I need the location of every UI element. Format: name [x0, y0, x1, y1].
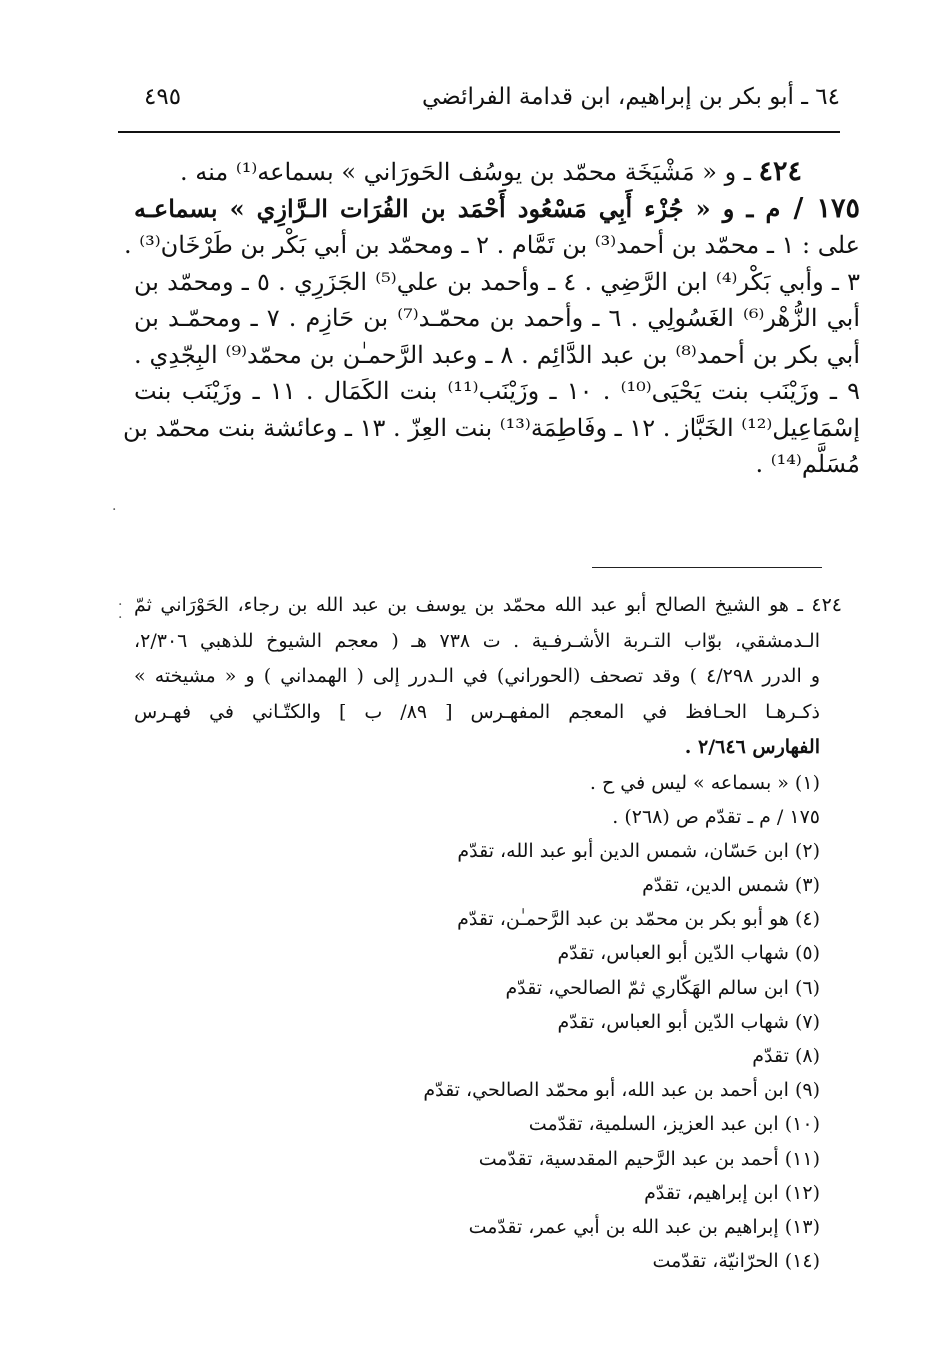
- text-line: إسْمَاعِيل⁽¹²⁾ الخَبَّاز . ١٢ ـ وفَاطِمَة⁽¹³⁾ بنت العِزّ . ١٣ ـ وعائشة بنت محمّد بن: [122, 413, 860, 442]
- note-424-line: و الدرر ٤/٢٩٨ ) وقد تصحف (الحوراني) في الـدرر إلى ( الهمداني ) و « مشيخته »: [134, 665, 820, 687]
- footnote-item: (٧) شهاب الدّين أبو العباس، تقدّم: [557, 1010, 820, 1033]
- margin-mark: ·: [118, 597, 123, 613]
- text-line: أبي الزُّهْر⁽⁶⁾ الغَسُولِي . ٦ ـ وأحمد بن محمّـد⁽⁷⁾ بن حَازِم . ٧ ـ ومحمّـد بن: [134, 304, 861, 332]
- footnote-item: (١) « بسماعه » ليس في ح .: [589, 771, 820, 794]
- footnote-item: (٣) شمس الدين، تقدّم: [642, 874, 820, 897]
- entry-175-line: [134, 191, 860, 228]
- margin-mark: ·: [112, 502, 117, 518]
- chapter-title: ٦٤ ـ أبو بكر بن إبراهيم، ابن قدامة الفرائضي: [421, 84, 840, 110]
- text-line: أبي بكر بن أحمد⁽⁸⁾ بن عبد الدَّائِم . ٨ ـ وعبد الرَّحمـٰن بن محمّد⁽⁹⁾ البِجّدِي .: [134, 340, 860, 369]
- entry-text: ـ و « مَشْيَخَة محمّد بن يوسُف الحَورَاني » بسماعه⁽¹⁾ منه .: [179, 158, 759, 186]
- footnote-item: (١٠) ابن عبد العزيز، السلمية، تقدّمت: [528, 1113, 820, 1136]
- main-text: [122, 154, 861, 483]
- note-424-line: ذكـرهـا الحـافظ في المعجم المفهـرس [ ٨٩/ ب ] والكتّـاني في فهـرس: [134, 700, 820, 723]
- running-header: [118, 84, 840, 124]
- footnote-item: (٦) ابن سالم الهَكّاري ثمّ الصالحي، تقدّم: [505, 976, 820, 999]
- footnotes-section: [134, 588, 842, 1278]
- entry-number: ٤٢٤: [758, 156, 802, 187]
- note-424-line: الـدمشقي، بوّاب التـربة الأشـرفـية . ت ٧٣٨ هـ ( معجم الشيوخ للذهبي ٢/٣٠٦،: [134, 629, 820, 652]
- text-line: على : ١ ـ محمّد بن أحمد⁽³⁾ بن تَمَّام . ٢ ـ ومحمّد بن أبي بَكْر بن طَرْخَان⁽³⁾ .: [124, 231, 860, 259]
- footnote-item: (٥) شهاب الدّين أبو العباس، تقدّم: [557, 942, 820, 965]
- text-line: ٩ ـ وزَيْنَب بنت يَحْيَى⁽¹⁰⁾ . ١٠ ـ وزَيْنَب⁽¹¹⁾ بنت الكَمَال . ١١ ـ وزَيْنَب بنت: [134, 377, 861, 405]
- footnote-divider: [592, 567, 822, 568]
- page-number: ٤٩٥: [144, 84, 182, 110]
- text-line: ٣ ـ وأبي بَكْر⁽⁴⁾ ابن الرَّضِي . ٤ ـ وأحمد بن علي⁽⁵⁾ الجَزَرِي . ٥ ـ ومحمّد بن: [134, 267, 861, 296]
- footnote-item: (١١) أحمد بن عبد الرَّحيم المقدسية، تقدّمت: [478, 1147, 820, 1170]
- footnote-item: (٢) ابن حَسّان، شمس الدين أبو عبد الله، تقدّم: [457, 839, 820, 862]
- entry-text: م ـ و « جُزْء أَبِي مَسْعُود أَحْمَد بن الفُرَات الـرَّازِي » بسماعـه: [134, 193, 781, 223]
- note-424-line: ٤٢٤ ـ هو الشيخ الصالح أبو عبد الله محمّد بن يوسف بن عبد الله بن رجاء، الحَوْرَاني ثمّ: [134, 594, 842, 616]
- note-424-line: الفهارس ٢/٦٤٦ .: [684, 736, 820, 758]
- footnote-item: (٨) تقدّم: [752, 1045, 820, 1067]
- footnote-item: (١٣) إبراهيم بن عبد الله بن أبي عمر، تقدّمت: [468, 1215, 820, 1238]
- footnote-item: (١٢) ابن إبراهيم، تقدّم: [644, 1181, 820, 1204]
- margin-mark: ·: [118, 610, 123, 626]
- footnote-item: (١٤) الحرّانيّة، تقدّمت: [652, 1250, 820, 1273]
- footnote-item: (٩) ابن أحمد بن عبد الله، أبو محمّد الصالحي، تقدّم: [423, 1079, 820, 1102]
- header-rule: [118, 131, 840, 133]
- entry-number: ١٧٥ /: [780, 192, 860, 224]
- footnote-item: (٤) هو أبو بكر بن محمّد بن عبد الرَّحمـٰن، تقدّم: [457, 908, 820, 931]
- footnote-item: ١٧٥ / م ـ تقدّم ص (٢٦٨) .: [612, 805, 820, 828]
- entry-424-line: [134, 154, 860, 191]
- text-line: مُسَلَّم⁽¹⁴⁾ .: [755, 450, 860, 478]
